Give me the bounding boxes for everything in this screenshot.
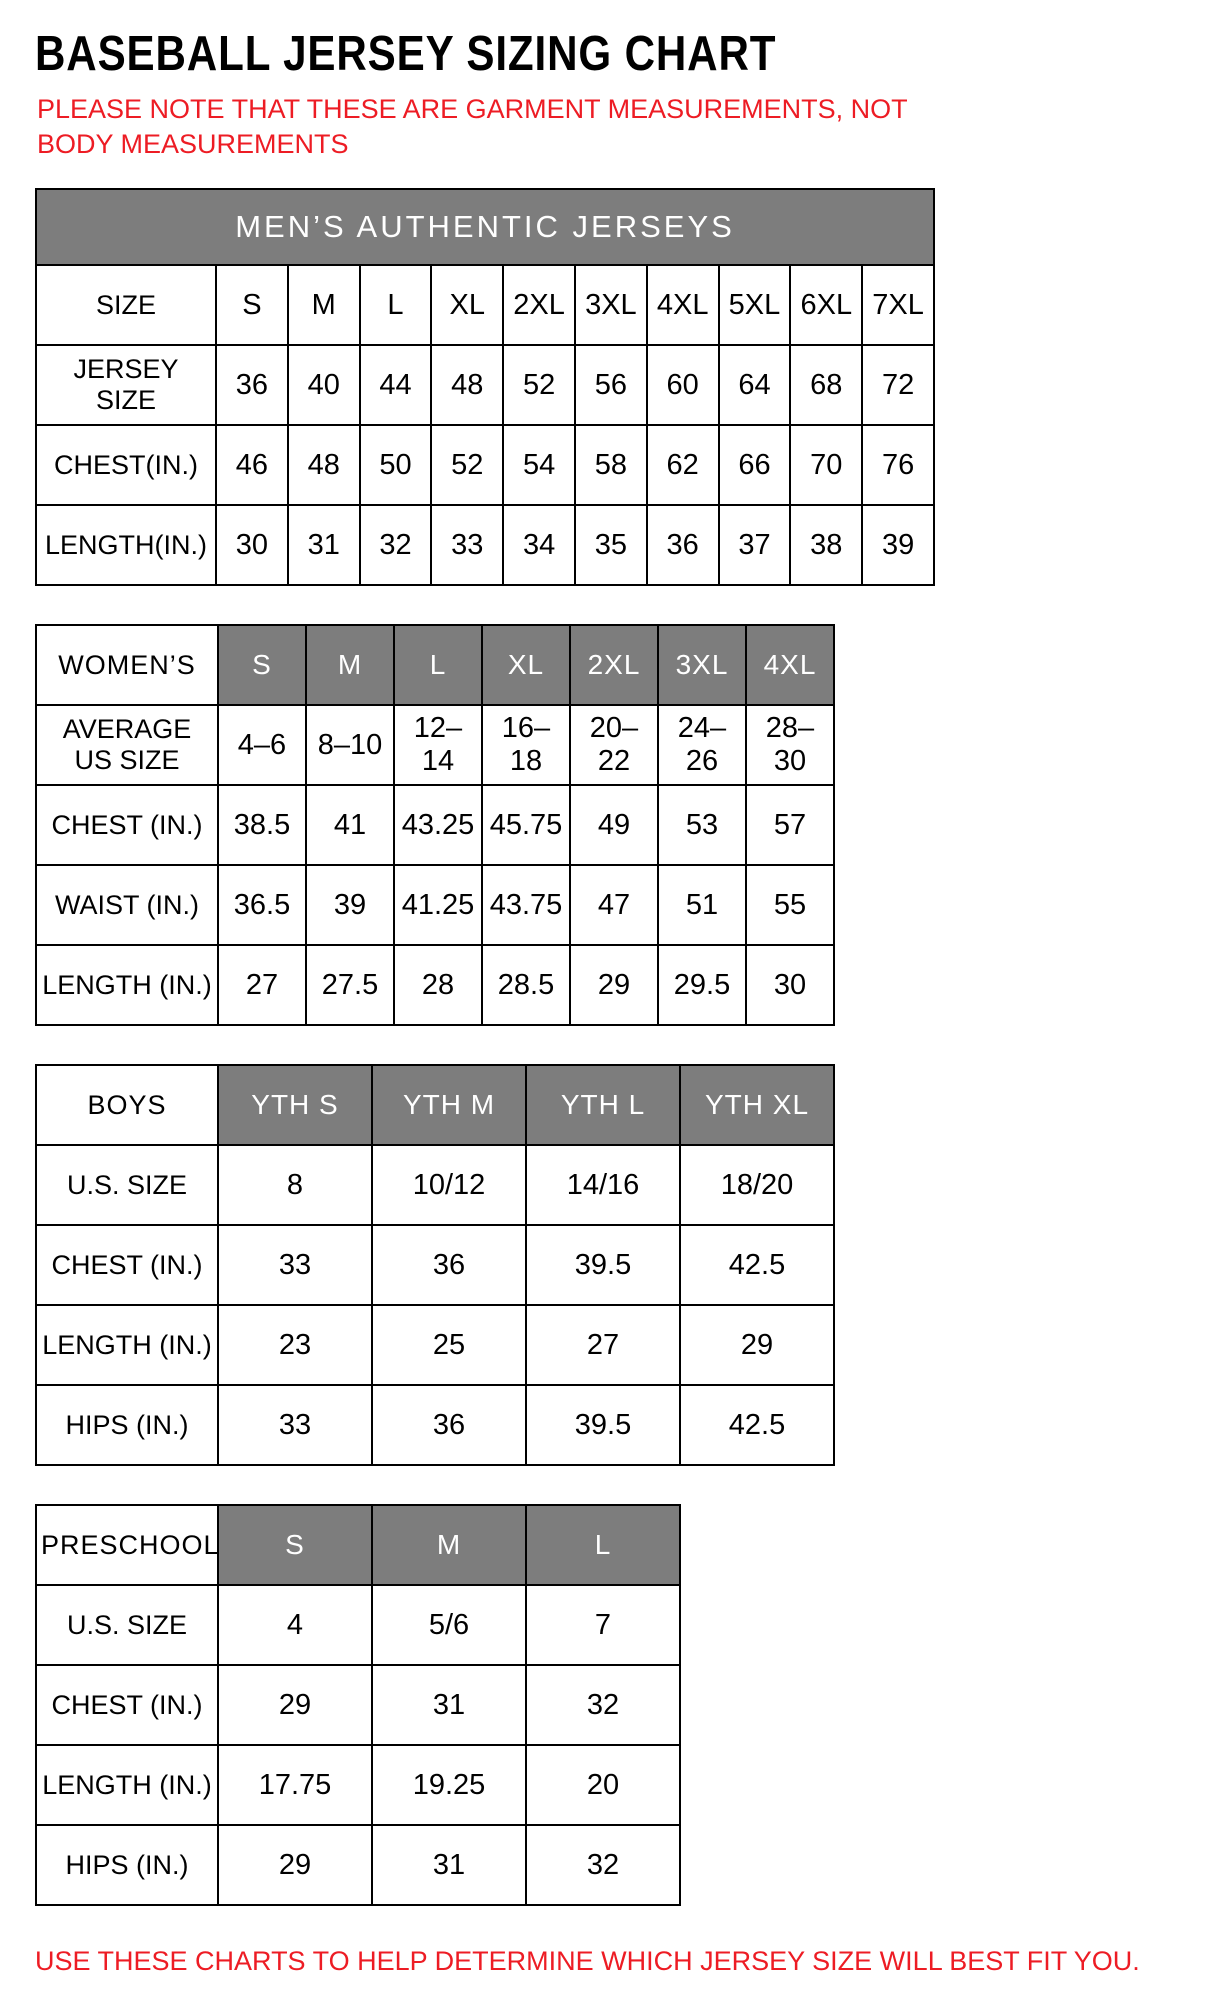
womens-header-row (36, 625, 834, 705)
cell: 43.25 (394, 785, 482, 865)
cell: XL (431, 265, 503, 345)
cell: 17.75 (218, 1745, 372, 1825)
cell: 56 (575, 345, 647, 425)
cell: 30 (746, 945, 834, 1025)
boys-jerseys-table (35, 1064, 835, 1466)
size-header: L (394, 625, 482, 705)
cell: 36.5 (218, 865, 306, 945)
cell: 14/16 (526, 1145, 680, 1225)
cell: 41.25 (394, 865, 482, 945)
cell: 8 (218, 1145, 372, 1225)
cell: 32 (360, 505, 432, 585)
cell: 31 (288, 505, 360, 585)
preschool-jerseys-table (35, 1504, 681, 1906)
mens-authentic-jerseys-table (35, 188, 935, 586)
cell: 7XL (862, 265, 934, 345)
cell: 25 (372, 1305, 526, 1385)
cell: 64 (719, 345, 791, 425)
cell: 48 (288, 425, 360, 505)
cell: 39 (862, 505, 934, 585)
cell: 31 (372, 1825, 526, 1905)
cell: 38 (790, 505, 862, 585)
cell: 5/6 (372, 1585, 526, 1665)
size-header: YTH M (372, 1065, 526, 1145)
cell: 3XL (575, 265, 647, 345)
row-label: CHEST(IN.) (36, 425, 216, 505)
row-label: LENGTH (IN.) (36, 945, 218, 1025)
fit-advice-note: USE THESE CHARTS TO HELP DETERMINE WHICH JERSEY SIZE WILL BEST FIT YOU. (35, 1946, 1140, 1977)
row-label: CHEST (IN.) (36, 1225, 218, 1305)
table-row (36, 1305, 834, 1385)
page-title: BASEBALL JERSEY SIZING CHART (35, 27, 777, 81)
cell: 42.5 (680, 1385, 834, 1465)
cell: 66 (719, 425, 791, 505)
preschool-header-label: PRESCHOOL (36, 1505, 218, 1585)
cell: 52 (431, 425, 503, 505)
garment-measurements-note: PLEASE NOTE THAT THESE ARE GARMENT MEASUREMENTS, NOT BODY MEASUREMENTS (37, 94, 908, 160)
row-label: LENGTH(IN.) (36, 505, 216, 585)
cell: 30 (216, 505, 288, 585)
row-label: SIZE (36, 265, 216, 345)
row-label: HIPS (IN.) (36, 1825, 218, 1905)
cell: 40 (288, 345, 360, 425)
cell: 4 (218, 1585, 372, 1665)
size-header: YTH S (218, 1065, 372, 1145)
row-label: CHEST (IN.) (36, 785, 218, 865)
cell: 48 (431, 345, 503, 425)
cell: 49 (570, 785, 658, 865)
mens-banner-row (36, 189, 934, 265)
cell: 36 (647, 505, 719, 585)
table-row (36, 1225, 834, 1305)
cell: 51 (658, 865, 746, 945)
cell: 35 (575, 505, 647, 585)
row-label: CHEST (IN.) (36, 1665, 218, 1745)
cell: 38.5 (218, 785, 306, 865)
cell: 50 (360, 425, 432, 505)
table-row (36, 705, 834, 785)
table-row (36, 1585, 680, 1665)
cell: 12–14 (394, 705, 482, 785)
cell: 70 (790, 425, 862, 505)
size-header: 2XL (570, 625, 658, 705)
cell: 6XL (790, 265, 862, 345)
cell: 29 (570, 945, 658, 1025)
cell: 47 (570, 865, 658, 945)
preschool-header-row (36, 1505, 680, 1585)
row-label: LENGTH (IN.) (36, 1305, 218, 1385)
cell: 33 (218, 1385, 372, 1465)
cell: 58 (575, 425, 647, 505)
cell: M (288, 265, 360, 345)
table-row (36, 945, 834, 1025)
cell: 36 (372, 1385, 526, 1465)
table-row (36, 1385, 834, 1465)
cell: 28 (394, 945, 482, 1025)
cell: 53 (658, 785, 746, 865)
cell: 28.5 (482, 945, 570, 1025)
cell: 54 (503, 425, 575, 505)
row-label: HIPS (IN.) (36, 1385, 218, 1465)
cell: 24–26 (658, 705, 746, 785)
cell: 52 (503, 345, 575, 425)
cell: 27 (526, 1305, 680, 1385)
cell: 23 (218, 1305, 372, 1385)
row-label: WAIST (IN.) (36, 865, 218, 945)
cell: 34 (503, 505, 575, 585)
cell: 31 (372, 1665, 526, 1745)
cell: 8–10 (306, 705, 394, 785)
cell: 44 (360, 345, 432, 425)
womens-header-label: WOMEN’S (36, 625, 218, 705)
mens-table-banner: MEN’S AUTHENTIC JERSEYS (36, 189, 934, 265)
cell: 28–30 (746, 705, 834, 785)
cell: 76 (862, 425, 934, 505)
size-header: 3XL (658, 625, 746, 705)
size-header: S (218, 625, 306, 705)
cell: 62 (647, 425, 719, 505)
size-header: YTH XL (680, 1065, 834, 1145)
cell: 55 (746, 865, 834, 945)
cell: 33 (218, 1225, 372, 1305)
size-header: 4XL (746, 625, 834, 705)
cell: 16–18 (482, 705, 570, 785)
table-row (36, 785, 834, 865)
cell: 37 (719, 505, 791, 585)
cell: 29 (680, 1305, 834, 1385)
table-row (36, 1745, 680, 1825)
row-label: U.S. SIZE (36, 1585, 218, 1665)
cell: 39.5 (526, 1385, 680, 1465)
cell: 45.75 (482, 785, 570, 865)
cell: 39 (306, 865, 394, 945)
womens-jerseys-table (35, 624, 835, 1026)
cell: 10/12 (372, 1145, 526, 1225)
cell: 46 (216, 425, 288, 505)
cell: 4–6 (218, 705, 306, 785)
cell: 32 (526, 1825, 680, 1905)
table-row (36, 1825, 680, 1905)
table-row (36, 1145, 834, 1225)
cell: 29 (218, 1665, 372, 1745)
cell: 41 (306, 785, 394, 865)
size-header: M (306, 625, 394, 705)
cell: 7 (526, 1585, 680, 1665)
cell: 43.75 (482, 865, 570, 945)
cell: 39.5 (526, 1225, 680, 1305)
cell: 4XL (647, 265, 719, 345)
table-row (36, 505, 934, 585)
cell: 60 (647, 345, 719, 425)
cell: 36 (372, 1225, 526, 1305)
cell: 33 (431, 505, 503, 585)
size-header: S (218, 1505, 372, 1585)
row-label: JERSEY SIZE (36, 345, 216, 425)
table-row (36, 345, 934, 425)
size-header: L (526, 1505, 680, 1585)
table-row (36, 865, 834, 945)
row-label: LENGTH (IN.) (36, 1745, 218, 1825)
cell: 32 (526, 1665, 680, 1745)
row-label: U.S. SIZE (36, 1145, 218, 1225)
cell: 57 (746, 785, 834, 865)
cell: L (360, 265, 432, 345)
cell: 18/20 (680, 1145, 834, 1225)
cell: 36 (216, 345, 288, 425)
cell: 20 (526, 1745, 680, 1825)
row-label: AVERAGE US SIZE (36, 705, 218, 785)
cell: 29.5 (658, 945, 746, 1025)
cell: S (216, 265, 288, 345)
boys-header-row (36, 1065, 834, 1145)
size-header: XL (482, 625, 570, 705)
cell: 5XL (719, 265, 791, 345)
table-row (36, 425, 934, 505)
cell: 20–22 (570, 705, 658, 785)
cell: 2XL (503, 265, 575, 345)
table-row (36, 265, 934, 345)
size-header: YTH L (526, 1065, 680, 1145)
boys-header-label: BOYS (36, 1065, 218, 1145)
cell: 27 (218, 945, 306, 1025)
cell: 68 (790, 345, 862, 425)
cell: 42.5 (680, 1225, 834, 1305)
table-row (36, 1665, 680, 1745)
cell: 27.5 (306, 945, 394, 1025)
cell: 19.25 (372, 1745, 526, 1825)
cell: 29 (218, 1825, 372, 1905)
cell: 72 (862, 345, 934, 425)
size-header: M (372, 1505, 526, 1585)
